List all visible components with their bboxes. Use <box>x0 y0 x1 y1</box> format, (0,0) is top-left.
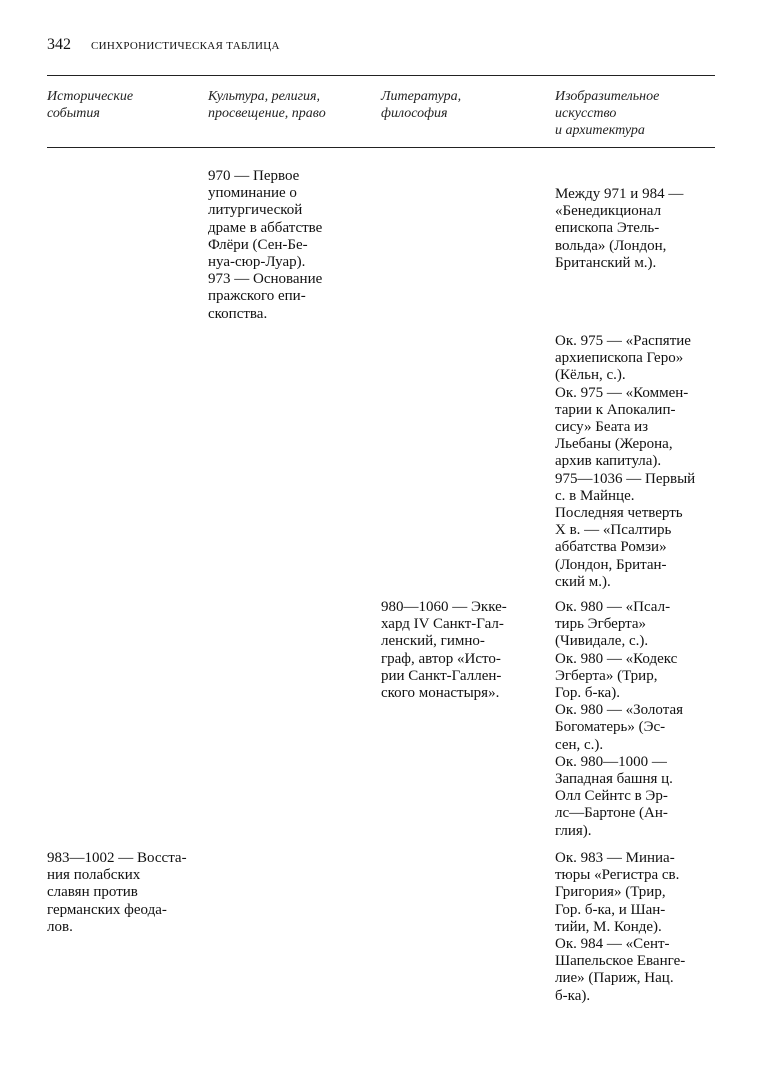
running-title: СИНХРОНИСТИЧЕСКАЯ ТАБЛИЦА <box>91 40 280 52</box>
entry-literature-980: 980—1060 — Экке- хард IV Санкт-Гал- ленский, гимно- граф, автор «Исто- рии Санкт-Галлен- ского монастыря». <box>381 599 507 702</box>
header-rule <box>47 147 715 148</box>
column-header-historical-events: Исторические события <box>47 89 134 121</box>
column-header-literature: Литература, философия <box>381 89 462 121</box>
page-header <box>47 37 717 57</box>
entry-art-983: Ок. 983 — Миниа- тюры «Регистра св. Григория» (Трир, Гор. б-ка, и Шан- тийи, М. Конде). Ок. 984 — «Сент- Шапельское Еванге- лие» (Париж, Нац. б-ка). <box>555 850 686 1004</box>
entry-history-983: 983—1002 — Восста- ния полабских славян против германских феода- лов. <box>47 850 187 935</box>
entry-art-975: Ок. 975 — «Распятие архиепископа Геро» (Кёльн, с.). Ок. 975 — «Коммен- тарии к Апокалип- сису» Беата из Льебаны (Жерона, архив капитула). 975—1036 — Первый с. в Майнце. Последняя четверть X в. — «Псалтирь аббатства Ромзи» (Лондон, Британ- ский м.). <box>555 333 696 590</box>
entry-culture-970: 970 — Первое упоминание о литургической драме в аббатстве Флёри (Сен-Бе- нуа-сюр-Луар). 973 — Основание пражского епи- скопства. <box>208 168 323 322</box>
page-number: 342 <box>47 36 71 53</box>
column-header-culture: Культура, религия, просвещение, право <box>208 89 326 121</box>
top-rule <box>47 75 715 76</box>
entry-art-971: Между 971 и 984 — «Бенедикционал епископа Этель- вольда» (Лондон, Британский м.). <box>555 186 684 271</box>
column-header-fine-arts: Изобразительное искусство и архитектура <box>555 89 660 138</box>
entry-art-980: Ок. 980 — «Псал- тирь Эгберта» (Чивидале, с.). Ок. 980 — «Кодекс Эгберта» (Трир, Гор. б-ка). Ок. 980 — «Золотая Богоматерь» (Эс- сен, с.). Ок. 980—1000 — Западная башня ц. Олл Сейнтс в Эр- лс—Бартоне (Ан- глия). <box>555 599 684 839</box>
